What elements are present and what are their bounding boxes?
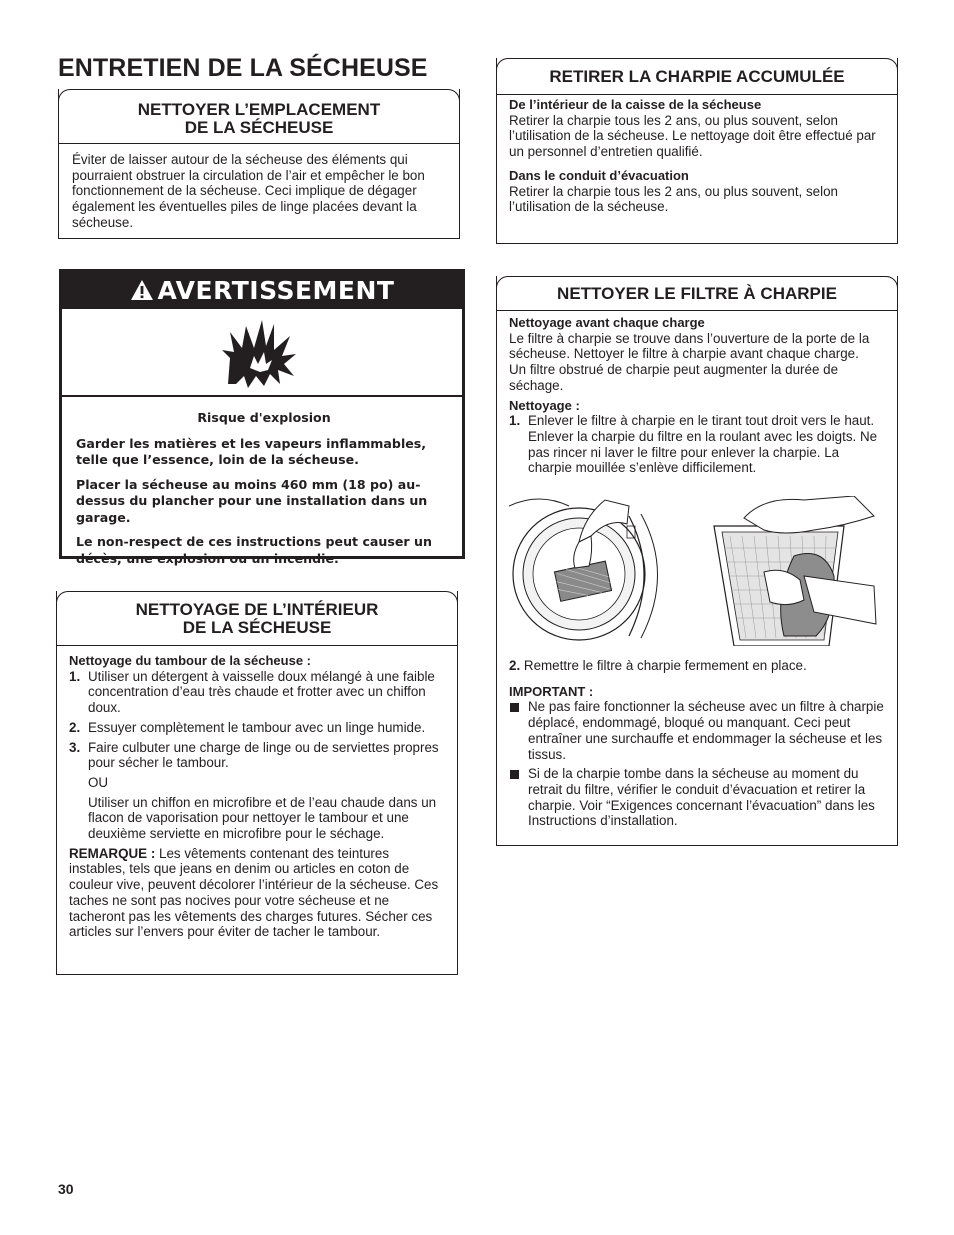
section-interieur-or: OU — [88, 774, 109, 790]
section-charpie-text1: Retirer la charpie tous les 2 ans, ou plus souvent, selon l’utilisation de la sécheuse. Le nettoyage doit être effectué par un personnel d’entretien qualifié. — [509, 112, 876, 160]
warning-risk: Risque d'explosion — [197, 410, 331, 425]
list-item: 2. Essuyer complètement le tambour avec un linge humide. — [69, 719, 426, 735]
explosion-icon — [59, 309, 465, 397]
warning-box — [59, 269, 465, 566]
section-filtre-important: IMPORTANT : — [509, 683, 594, 699]
dryer-filter-illustration — [509, 496, 679, 646]
section-charpie-header — [496, 58, 898, 94]
section-charpie-sub2: Dans le conduit d’évacuation — [509, 167, 689, 183]
section-interieur-alt: Utiliser un chiffon en microfibre et de l’eau chaude dans un flacon de vaporisation pour nettoyer le tambour et une deuxième serviette en microfibre pour le séchage. — [88, 794, 437, 842]
list-item: 3. Faire culbuter une charge de linge ou de serviettes propres pour sécher le tambour. — [69, 739, 439, 771]
section-interieur-subheading: Nettoyage du tambour de la sécheuse : — [69, 653, 312, 668]
warning-text-3: Le non-respect de ces instructions peut causer un décès, une explosion ou un incendie. — [76, 534, 432, 566]
section-interieur — [56, 591, 458, 975]
section-charpie-sub1: De l’intérieur de la caisse de la sécheuse — [509, 97, 762, 112]
page-number: 30 — [58, 1181, 74, 1197]
section-emplacement-header — [58, 89, 460, 143]
section-filtre-sub2: Nettoyage : — [509, 397, 580, 413]
section-charpie-title: RETIRER LA CHARPIE ACCUMULÉE — [549, 67, 845, 86]
section-interieur-header — [56, 591, 458, 645]
section-interieur-title-line1: NETTOYAGE DE L’INTÉRIEUR — [135, 600, 379, 619]
section-emplacement-title-line2: DE LA SÉCHEUSE — [184, 118, 334, 137]
list-item: Si de la charpie tombe dans la sécheuse au moment du retrait du filtre, vérifier le conduit d’évacuation et retirer la charpie. Voir “Exigences concernant l’évacuation” dans les Instructions d’installation. — [509, 766, 884, 829]
warning-header — [62, 272, 462, 309]
section-interieur-steps — [69, 669, 444, 771]
list-item: Ne pas faire fonctionner la sécheuse avec un filtre à charpie déplacé, endommagé, bloqué ou manquant. Ceci peut entraîner une surchauffe et endommager la sécheuse et les tissus. — [509, 699, 884, 762]
warning-pictogram — [62, 309, 462, 397]
section-filtre-sub1: Nettoyage avant chaque charge — [509, 315, 705, 330]
warning-title: AVERTISSEMENT — [157, 276, 395, 305]
section-filtre-step2: 2. Remettre le filtre à charpie fermement en place. — [509, 658, 807, 673]
warning-text-2: Placer la sécheuse au moins 460 mm (18 po) au-dessus du plancher pour une installation dans un garage. — [76, 476, 428, 525]
section-filtre-title: NETTOYER LE FILTRE À CHARPIE — [557, 284, 837, 303]
section-filtre-header — [496, 276, 898, 310]
section-charpie-text2: Retirer la charpie tous les 2 ans, ou plus souvent, selon l’utilisation de la sécheuse. — [509, 183, 838, 215]
warning-triangle-icon — [130, 274, 154, 311]
list-item: 1. Utiliser un détergent à vaisselle doux mélangé à une faible concentration d’eau très chaude et frotter avec un chiffon doux. — [69, 668, 435, 716]
section-interieur-note: REMARQUE : Les vêtements contenant des teintures instables, tels que jeans en denim ou articles en coton de couleur vive, peuvent décolorer l’intérieur de la sécheuse. Ces taches ne sont pas nocives pour votre sécheuse et ne tacheront pas les vêtements des charges futures. Sécher ces articles sur l’envers pour éviter de tacher le tambour. — [69, 845, 439, 940]
section-charpie — [496, 58, 898, 244]
section-emplacement-text: Éviter de laisser autour de la sécheuse des éléments qui pourraient obstruer la circulation de l’air et empêcher le bon fonctionnement de la sécheuse. Ceci implique de dégager également les éventuelles piles de linge placées devant la sécheuse. — [72, 152, 425, 230]
section-interieur-title-line2: DE LA SÉCHEUSE — [182, 618, 332, 637]
section-filtre-bullets — [509, 699, 884, 829]
warning-text-1: Garder les matières et les vapeurs inflammables, telle que l’essence, loin de la sécheuse. — [76, 435, 427, 467]
section-filtre-text1: Le filtre à charpie se trouve dans l’ouverture de la porte de la sécheuse. Nettoyer le filtre à charpie avant chaque charge. Un filtre obstrué de charpie peut augmenter la durée de séchage. — [509, 330, 870, 393]
section-filtre — [496, 276, 898, 846]
list-item: 1. Enlever le filtre à charpie en le tirant tout droit vers le haut. Enlever la charpie du filtre en la roulant avec les doigts. Ne pas rincer ni laver le filtre pour enlever la charpie. La charpie mouillée s’enlève difficilement. — [509, 413, 878, 476]
section-emplacement — [58, 89, 460, 239]
section-emplacement-title-line1: NETTOYER L’EMPLACEMENT — [137, 100, 381, 119]
page-title: ENTRETIEN DE LA SÉCHEUSE — [58, 54, 428, 82]
filter-cleaning-illustration — [704, 496, 884, 646]
